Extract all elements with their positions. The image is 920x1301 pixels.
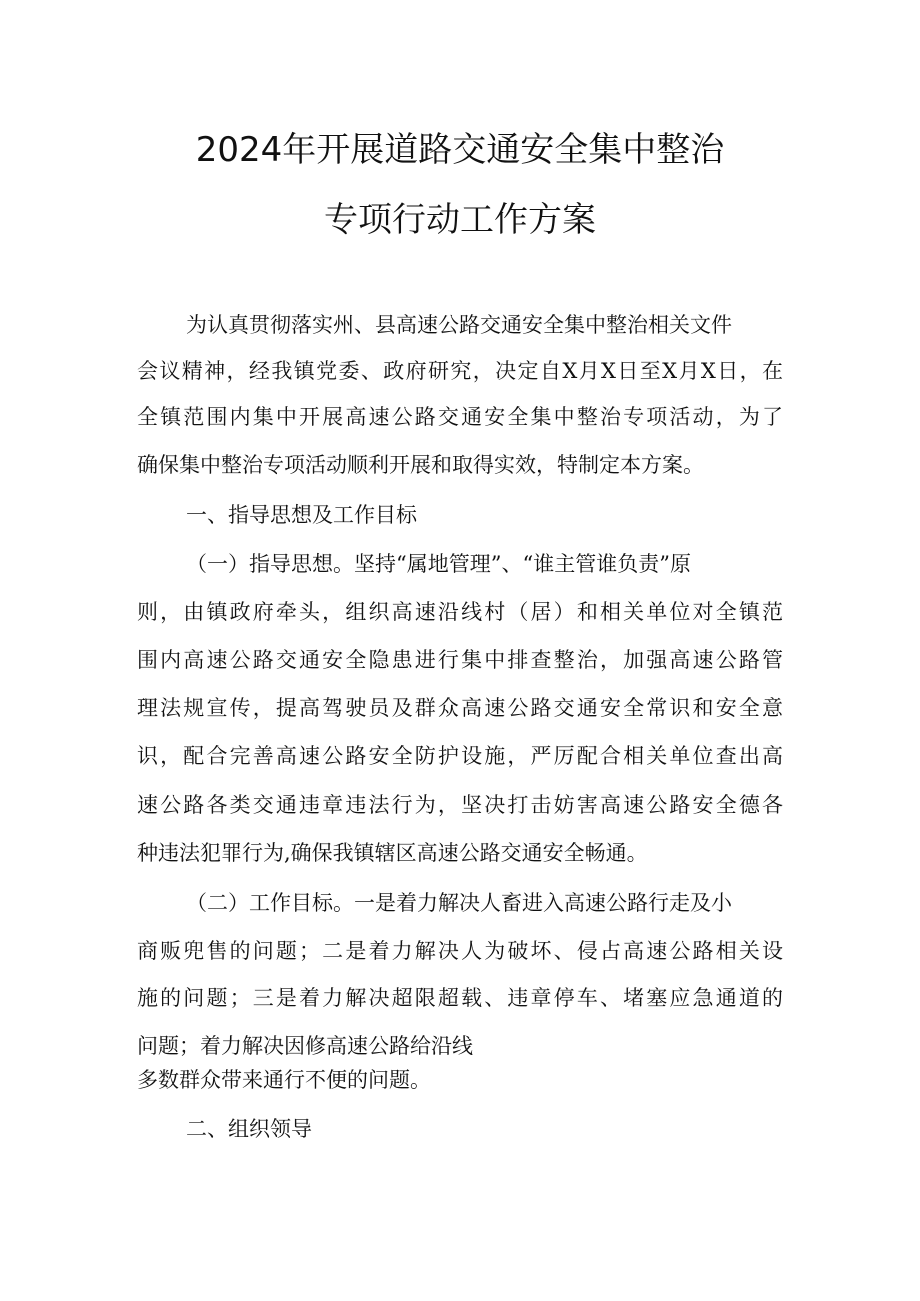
paragraph-line: 识，配合完善高速公路安全防护设施，严厉配合相关单位查出高 <box>137 744 783 768</box>
document-title-line-1: 2024年开展道路交通安全集中整治 <box>195 130 725 170</box>
paragraph-line: 围内高速公路交通安全隐患进行集中排查整治，加强高速公路管 <box>137 648 783 672</box>
paragraph-line: 理法规宣传，提高驾驶员及群众高速公路交通安全常识和安全意 <box>137 696 783 720</box>
paragraph-line: 种违法犯罪行为,确保我镇辖区高速公路交通安全畅通。 <box>137 841 648 865</box>
document-title-line-2: 专项行动工作方案 <box>324 200 596 240</box>
paragraph-line: 确保集中整治专项活动顺利开展和取得实效，特制定本方案。 <box>137 453 704 477</box>
paragraph-line: 施的问题；三是着力解决超限超载、违章停车、堵塞应急通道的 <box>137 986 783 1010</box>
paragraph-line: 全镇范围内集中开展高速公路交通安全集中整治专项活动，为了 <box>137 405 783 429</box>
paragraph-line: 问题；着力解决因修高速公路给沿线 <box>137 1034 473 1058</box>
paragraph-line: 为认真贯彻落实州、县高速公路交通安全集中整治相关文件 <box>186 313 732 337</box>
paragraph-line: 商贩兜售的问题；二是着力解决人为破坏、侵占高速公路相关设 <box>137 939 783 963</box>
paragraph-line: 会议精神，经我镇党委、政府研究，决定自X月X日至X月X日，在 <box>137 359 783 383</box>
section-heading: 一、指导思想及工作目标 <box>186 503 417 527</box>
paragraph-line: （二）工作目标。一是着力解决人畜进入高速公路行走及小 <box>186 891 732 915</box>
paragraph-line: 多数群众带来通行不便的问题。 <box>137 1068 431 1092</box>
paragraph-line: 则，由镇政府牵头，组织高速沿线村（居）和相关单位对全镇范 <box>137 600 783 624</box>
section-heading: 二、组织领导 <box>186 1117 312 1141</box>
paragraph-line: （一）指导思想。坚持“属地管理”、“谁主管谁负责”原 <box>186 552 691 576</box>
paragraph-line: 速公路各类交通违章违法行为，坚决打击妨害高速公路安全德各 <box>137 793 783 817</box>
